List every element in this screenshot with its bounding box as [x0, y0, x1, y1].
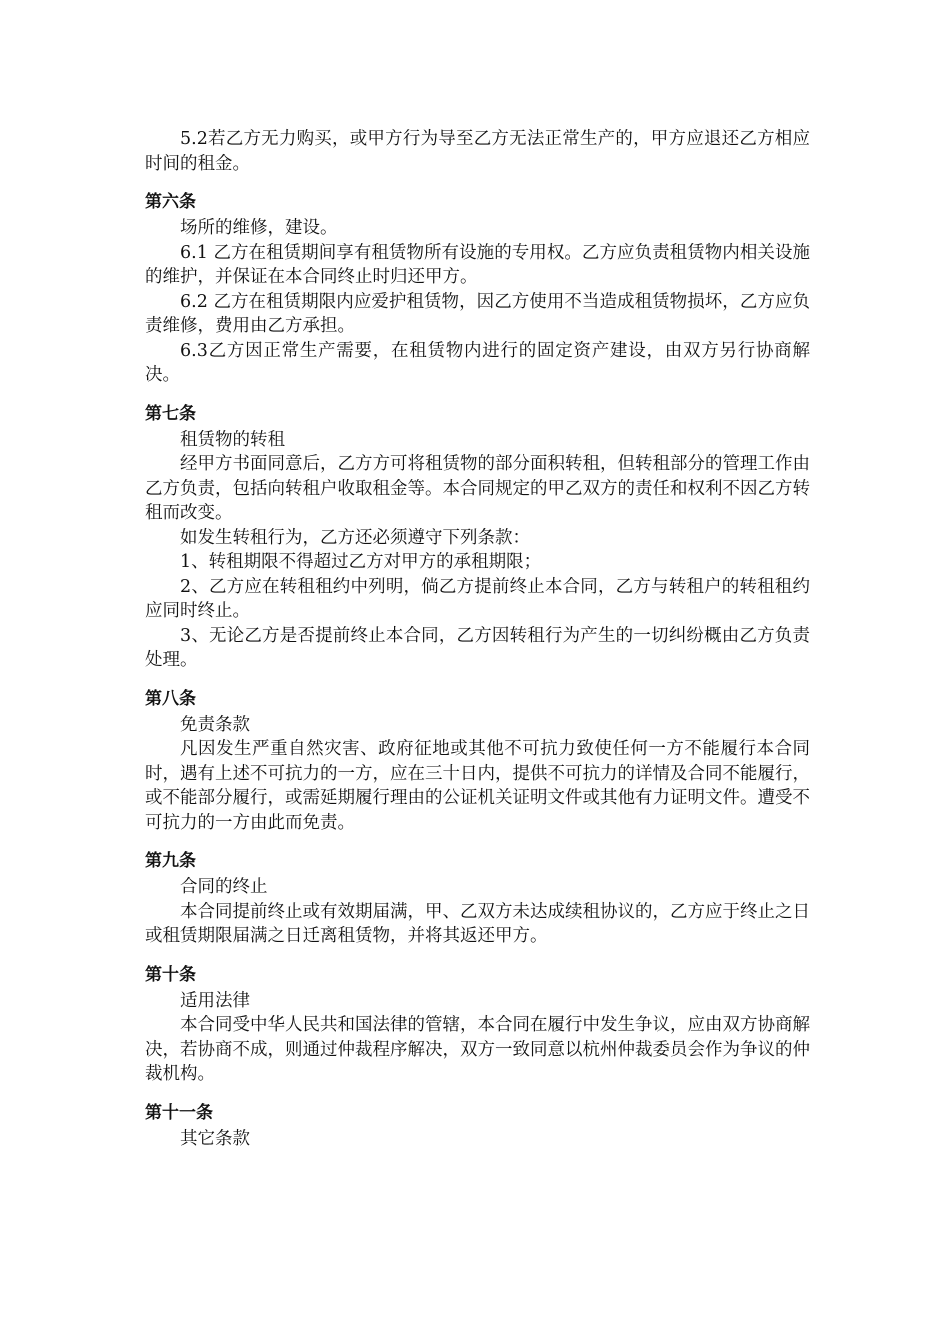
- article-7-paragraph: 如发生转租行为，乙方还必须遵守下列条款：: [180, 527, 530, 548]
- article-7-paragraph: 经甲方书面同意后，乙方方可将租赁物的部分面积转租，但转租部分的管理工作由乙方负责，包括向转租户收取租金等。本合同规定的甲乙双方的责任和权利不因乙方转租而改变。: [145, 454, 810, 523]
- article-10-heading: 第十条: [145, 964, 196, 985]
- clause-6-2: 6.2 乙方在租赁期限内应爱护租赁物，因乙方使用不当造成租赁物损坏，乙方应负责维修，费用由乙方承担。: [145, 291, 810, 336]
- article-9-paragraph: 本合同提前终止或有效期届满，甲、乙双方未达成续租协议的，乙方应于终止之日或租赁期限届满之日迁离租赁物，并将其返还甲方。: [145, 901, 810, 946]
- article-7-paragraph: 2、乙方应在转租租约中列明，倘乙方提前终止本合同，乙方与转租户的转租租约应同时终止。: [145, 576, 810, 621]
- clause-6-3: 6.3乙方因正常生产需要，在租赁物内进行的固定资产建设，由双方另行协商解决。: [145, 340, 810, 385]
- article-11-title: 其它条款: [180, 1128, 250, 1149]
- article-9-heading: 第九条: [145, 851, 196, 871]
- contract-body: [145, 127, 810, 1151]
- clause-6-1: 6.1 乙方在租赁期间享有租赁物所有设施的专用权。乙方应负责租赁物内相关设施的维护，并保证在本合同终止时归还甲方。: [145, 242, 810, 287]
- article-7-paragraph: 3、无论乙方是否提前终止本合同，乙方因转租行为产生的一切纠纷概由乙方负责处理。: [145, 625, 810, 670]
- article-8-heading: 第八条: [145, 688, 196, 709]
- article-9-title: 合同的终止: [180, 877, 268, 897]
- article-7-title: 租赁物的转租: [180, 429, 285, 450]
- article-10-title: 适用法律: [180, 990, 250, 1011]
- article-7-heading: 第七条: [145, 403, 196, 424]
- article-8-title: 免责条款: [180, 714, 250, 735]
- article-8-paragraph: 凡因发生严重自然灾害、政府征地或其他不可抗力致使任何一方不能履行本合同时，遇有上述不可抗力的一方，应在三十日内，提供不可抗力的详情及合同不能履行，或不能部分履行，或需延期履行理由的公证机关证明文件或其他有力证明文件。遭受不可抗力的一方由此而免责。: [145, 739, 810, 833]
- article-7-paragraph: 1、转租期限不得超过乙方对甲方的承租期限；: [180, 552, 542, 572]
- clause-5-2: 5.2若乙方无力购买，或甲方行为导至乙方无法正常生产的，甲方应退还乙方相应时间的租金。: [145, 129, 810, 174]
- article-11-heading: 第十一条: [145, 1102, 213, 1123]
- article-6-title: 场所的维修，建设。: [180, 218, 338, 238]
- article-6-heading: 第六条: [145, 192, 196, 212]
- article-10-paragraph: 本合同受中华人民共和国法律的管辖，本合同在履行中发生争议，应由双方协商解决，若协商不成，则通过仲裁程序解决，双方一致同意以杭州仲裁委员会作为争议的仲裁机构。: [145, 1015, 810, 1084]
